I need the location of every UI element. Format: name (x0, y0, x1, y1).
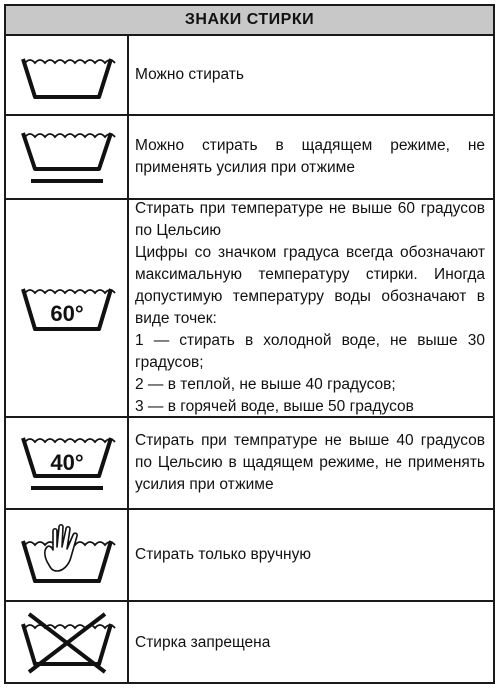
washtub-icon (6, 36, 129, 114)
table-row (6, 418, 493, 510)
table-row (6, 510, 493, 602)
washtub-40-gentle-icon (6, 418, 129, 508)
washtub-crossed-icon (6, 602, 129, 684)
table-row (6, 36, 493, 116)
row-text: Стирка запрещена (135, 634, 271, 651)
temperature-label: 60° (49, 301, 84, 326)
table-title: ЗНАКИ СТИРКИ (6, 6, 493, 36)
row-text: Можно стирать (135, 66, 244, 83)
hand-icon (44, 525, 76, 571)
table-row (6, 602, 493, 684)
row-text: Стирать только вручную (135, 546, 311, 563)
washtub-gentle-icon (6, 116, 129, 198)
washtub-60-icon (6, 200, 129, 416)
row-text: Можно стирать в щадящем режиме, не применять усилия при отжиме (135, 137, 485, 176)
row-text: 2 — в теплой, не выше 40 градусов; (135, 376, 396, 393)
row-text: 3 — в горячей воде, выше 50 градусов (135, 398, 414, 415)
row-text: 1 — стирать в холодной воде, не выше 30 градусов; (135, 332, 485, 371)
table-row (6, 116, 493, 200)
washtub-hand-icon (6, 510, 129, 600)
table-row (6, 200, 493, 418)
row-text: Стирать при темпратуре не выше 40 градусов по Цельсию в щадящем режиме, не применять усилия при отжиме (135, 432, 485, 493)
row-text: Цифры со значком градуса всегда обозначают максимальную температуру стирки. Иногда допустимую температуру воды обозначают в виде точек: (135, 244, 485, 327)
temperature-label: 40° (49, 450, 84, 475)
washing-symbols-table (4, 4, 495, 684)
row-text: Стирать при температуре не выше 60 градусов по Цельсию (135, 200, 485, 239)
